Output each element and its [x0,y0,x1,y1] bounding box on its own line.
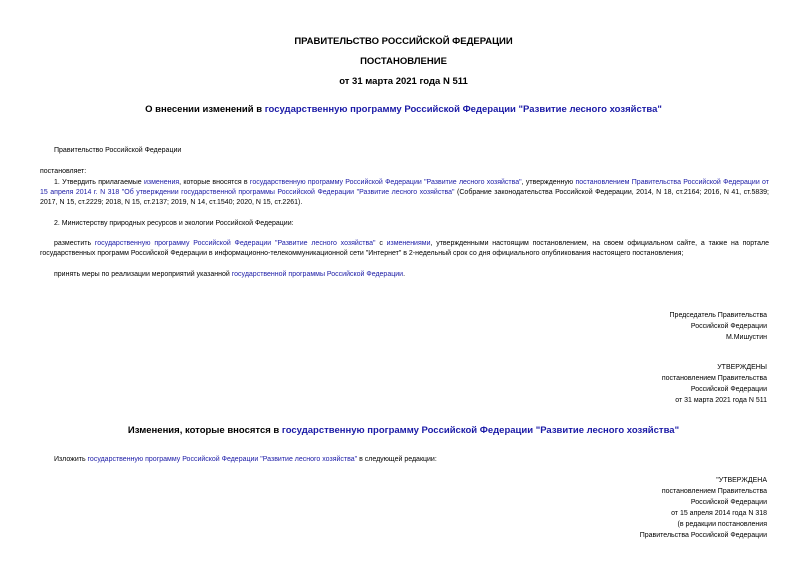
p4-text-a: принять меры по реализации мероприятий указанной [54,271,232,278]
government-name: ПРАВИТЕЛЬСТВО РОССИЙСКОЙ ФЕДЕРАЦИИ [294,36,513,47]
approval-line-4: от 31 марта 2021 года N 511 [675,397,767,404]
intro-text: Правительство Российской Федерации [54,147,182,154]
approval-heading: УТВЕРЖДЕНЫ [717,364,767,371]
approval2-line-3: Российской Федерации [690,499,767,506]
title-program-link[interactable]: государственную программу Российской Федерации "Развитие лесного хозяйства" [264,104,662,115]
changes-program-link[interactable]: государственную программу Российской Федерации "Развитие лесного хозяйства" [87,456,358,463]
p4-text-b: . [403,271,406,278]
approval-block-2 [640,475,767,541]
program-link-2[interactable]: государственную программу Российской Федерации "Развитие лесного хозяйства" [94,240,376,247]
changes-paragraph [54,455,437,465]
p3-text-c: , утвержденными настоящим постановлением, на своем официальном сайте, а также на портале государственных программ Российской Федерации в информационно-телекоммуникационной сети "Интернет" в 2-недельный срок со дня официального опубликования настоящего постановления; [40,240,769,257]
paragraph-3 [40,239,769,259]
approval2-line-6: Правительства Российской Федерации [639,532,767,539]
signature-block [670,310,767,343]
p1-text-b: , которые вносятся в [179,179,250,186]
signature-name: М.Мишустин [725,334,767,341]
paragraph-4 [54,270,405,280]
approval-line-2: постановлением Правительства [661,375,767,382]
document-type: ПОСТАНОВЛЕНИЕ [360,56,447,67]
decides-text: постановляет: [40,168,87,175]
approval-block [662,362,767,406]
program-link-3[interactable]: государственной программы Российской Федерации [231,271,404,278]
p1-text-a: 1. Утвердить прилагаемые [54,179,144,186]
changes-link[interactable]: изменения [144,179,180,186]
p3-text-a: разместить [54,240,95,247]
signature-org: Российской Федерации [690,323,767,330]
paragraph-2: 2. Министерству природных ресурсов и экологии Российской Федерации: [54,220,294,227]
changes-link-2[interactable]: изменениями [386,240,431,247]
approval2-line-5: (в редакции постановления [677,521,767,528]
changes-title-program-link[interactable]: государственную программу Российской Федерации "Развитие лесного хозяйства" [281,425,680,436]
approval2-heading: "УТВЕРЖДЕНА [716,477,767,484]
document-title [0,104,807,115]
approval2-line-2: постановлением Правительства [661,488,767,495]
changes-title [0,425,807,436]
title-prefix: О внесении изменений в [145,104,265,115]
document-date-number: от 31 марта 2021 года N 511 [339,76,468,87]
p1-text-d: (Собрание законодательства Российской Федерации, 2014, N 18, ст.2164; 2016, N 41, ст.5839; 2017, N 15, ст.2229; 2018, N 15, ст.2137; 2019, N 14, ст.1540; 2020, N 15, ст.2261). [40,189,769,206]
changes-text-a: Изложить [54,456,88,463]
changes-title-prefix: Изменения, которые вносятся в [127,425,282,436]
signature-title: Председатель Правительства [669,312,767,319]
p3-text-b: с [375,240,387,247]
p1-text-c: , утвержденную [521,179,576,186]
changes-text-b: в следующей редакции: [357,456,437,463]
approval2-line-4: от 15 апреля 2014 года N 318 [671,510,767,517]
resolution-318-link[interactable]: постановлением Правительства Российской Федерации от 15 апреля 2014 г. N 318 "Об утверждении государственной программы Российской Федерации "Развитие лесного хозяйства" [40,179,769,196]
program-link[interactable]: государственную программу Российской Федерации "Развитие лесного хозяйства" [249,179,522,186]
approval-line-3: Российской Федерации [690,386,767,393]
paragraph-1 [40,178,769,208]
